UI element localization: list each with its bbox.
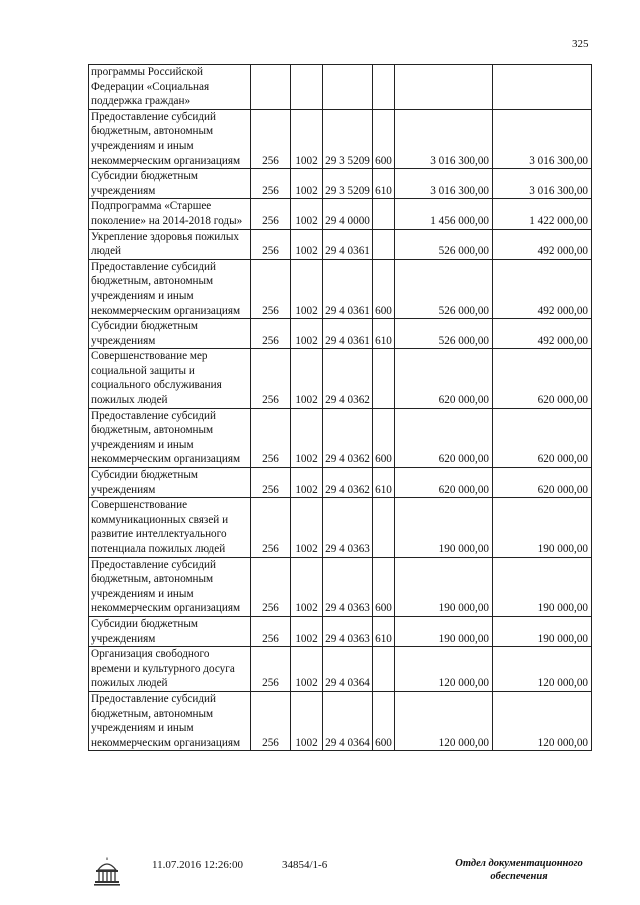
row-name-cell: Субсидии бюджетным учреждениям: [89, 616, 251, 646]
amount-first-cell: 620 000,00: [395, 468, 493, 498]
section-code-cell: 1002: [291, 319, 323, 349]
amount-first-cell: 1 456 000,00: [395, 199, 493, 229]
amount-second-cell: 3 016 300,00: [493, 169, 592, 199]
section-code-cell: 1002: [291, 349, 323, 408]
table-row: [89, 109, 592, 168]
target-article-cell: 29 4 0364: [323, 691, 373, 750]
amount-second-cell: 190 000,00: [493, 498, 592, 557]
ministry-code-cell: 256: [251, 169, 291, 199]
table-row: [89, 498, 592, 557]
amount-first-cell: 526 000,00: [395, 229, 493, 259]
ministry-code-cell: 256: [251, 647, 291, 692]
target-article-cell: 29 4 0362: [323, 408, 373, 467]
expense-type-cell: 610: [373, 319, 395, 349]
amount-first-cell: 190 000,00: [395, 557, 493, 616]
target-article-cell: 29 4 0363: [323, 616, 373, 646]
target-article-cell: 29 4 0363: [323, 557, 373, 616]
amount-second-cell: 120 000,00: [493, 691, 592, 750]
expense-type-cell: 600: [373, 259, 395, 318]
expense-type-cell: 600: [373, 691, 395, 750]
amount-first-cell: 3 016 300,00: [395, 169, 493, 199]
amount-first-cell: 120 000,00: [395, 691, 493, 750]
table-row: [89, 349, 592, 408]
ministry-code-cell: 256: [251, 259, 291, 318]
ministry-code-cell: 256: [251, 319, 291, 349]
expense-type-cell: 610: [373, 169, 395, 199]
amount-second-cell: 120 000,00: [493, 647, 592, 692]
row-name-cell: Подпрограмма «Старшее поколение» на 2014-2018 годы»: [89, 199, 251, 229]
amount-second-cell: 492 000,00: [493, 259, 592, 318]
amount-second-cell: 492 000,00: [493, 229, 592, 259]
table-row: [89, 169, 592, 199]
target-article-cell: 29 4 0362: [323, 349, 373, 408]
amount-second-cell: 620 000,00: [493, 349, 592, 408]
table-row: [89, 616, 592, 646]
ministry-code-cell: 256: [251, 199, 291, 229]
ministry-code-cell: 256: [251, 498, 291, 557]
ministry-code-cell: 256: [251, 691, 291, 750]
ministry-code-cell: [251, 65, 291, 110]
ministry-code-cell: 256: [251, 109, 291, 168]
amount-first-cell: 190 000,00: [395, 616, 493, 646]
section-code-cell: 1002: [291, 109, 323, 168]
table-row: [89, 319, 592, 349]
row-name-cell: Организация свободного времени и культурного досуга пожилых людей: [89, 647, 251, 692]
footer-department: Отдел документационного обеспечения: [455, 858, 583, 882]
section-code-cell: 1002: [291, 691, 323, 750]
ministry-code-cell: 256: [251, 408, 291, 467]
target-article-cell: 29 4 0362: [323, 468, 373, 498]
amount-first-cell: 120 000,00: [395, 647, 493, 692]
target-article-cell: 29 3 5209: [323, 109, 373, 168]
table-row: [89, 199, 592, 229]
target-article-cell: 29 4 0363: [323, 498, 373, 557]
amount-second-cell: 620 000,00: [493, 408, 592, 467]
parliament-building-icon: [92, 857, 122, 892]
amount-first-cell: 620 000,00: [395, 408, 493, 467]
target-article-cell: 29 4 0361: [323, 259, 373, 318]
row-name-cell: программы Российской Федерации «Социальная поддержка граждан»: [89, 65, 251, 110]
budget-table: [88, 64, 592, 751]
table-row: [89, 65, 592, 110]
expense-type-cell: [373, 647, 395, 692]
section-code-cell: 1002: [291, 408, 323, 467]
amount-first-cell: 3 016 300,00: [395, 109, 493, 168]
expense-type-cell: 600: [373, 109, 395, 168]
section-code-cell: 1002: [291, 229, 323, 259]
row-name-cell: Предоставление субсидий бюджетным, автономным учреждениям и иным некоммерческим организациям: [89, 408, 251, 467]
page-footer: [0, 855, 640, 895]
ministry-code-cell: 256: [251, 468, 291, 498]
target-article-cell: 29 4 0361: [323, 319, 373, 349]
expense-type-cell: [373, 65, 395, 110]
section-code-cell: 1002: [291, 557, 323, 616]
table-row: [89, 229, 592, 259]
target-article-cell: 29 3 5209: [323, 169, 373, 199]
row-name-cell: Предоставление субсидий бюджетным, автономным учреждениям и иным некоммерческим организациям: [89, 557, 251, 616]
table-row: [89, 691, 592, 750]
section-code-cell: 1002: [291, 498, 323, 557]
ministry-code-cell: 256: [251, 616, 291, 646]
amount-first-cell: 620 000,00: [395, 349, 493, 408]
section-code-cell: 1002: [291, 259, 323, 318]
section-code-cell: 1002: [291, 616, 323, 646]
section-code-cell: 1002: [291, 169, 323, 199]
expense-type-cell: 600: [373, 408, 395, 467]
amount-second-cell: 190 000,00: [493, 557, 592, 616]
expense-type-cell: [373, 229, 395, 259]
footer-document-number: 34854/1-6: [282, 859, 328, 871]
section-code-cell: 1002: [291, 468, 323, 498]
page-number: 325: [572, 38, 589, 50]
ministry-code-cell: 256: [251, 557, 291, 616]
amount-first-cell: 526 000,00: [395, 319, 493, 349]
amount-second-cell: 190 000,00: [493, 616, 592, 646]
table-row: [89, 408, 592, 467]
table-row: [89, 557, 592, 616]
section-code-cell: 1002: [291, 647, 323, 692]
row-name-cell: Субсидии бюджетным учреждениям: [89, 319, 251, 349]
expense-type-cell: 600: [373, 557, 395, 616]
row-name-cell: Субсидии бюджетным учреждениям: [89, 169, 251, 199]
ministry-code-cell: 256: [251, 229, 291, 259]
target-article-cell: 29 4 0361: [323, 229, 373, 259]
amount-second-cell: 1 422 000,00: [493, 199, 592, 229]
amount-second-cell: 3 016 300,00: [493, 109, 592, 168]
row-name-cell: Совершенствование мер социальной защиты и социального обслуживания пожилых людей: [89, 349, 251, 408]
table-row: [89, 647, 592, 692]
amount-first-cell: 190 000,00: [395, 498, 493, 557]
row-name-cell: Укрепление здоровья пожилых людей: [89, 229, 251, 259]
footer-datetime: 11.07.2016 12:26:00: [152, 859, 243, 871]
table-row: [89, 259, 592, 318]
row-name-cell: Субсидии бюджетным учреждениям: [89, 468, 251, 498]
expense-type-cell: [373, 498, 395, 557]
table-row: [89, 468, 592, 498]
row-name-cell: Предоставление субсидий бюджетным, автономным учреждениям и иным некоммерческим организациям: [89, 691, 251, 750]
expense-type-cell: [373, 199, 395, 229]
section-code-cell: [291, 65, 323, 110]
section-code-cell: 1002: [291, 199, 323, 229]
row-name-cell: Предоставление субсидий бюджетным, автономным учреждениям и иным некоммерческим организациям: [89, 109, 251, 168]
expense-type-cell: [373, 349, 395, 408]
ministry-code-cell: 256: [251, 349, 291, 408]
row-name-cell: Предоставление субсидий бюджетным, автономным учреждениям и иным некоммерческим организациям: [89, 259, 251, 318]
target-article-cell: 29 4 0000: [323, 199, 373, 229]
amount-second-cell: 492 000,00: [493, 319, 592, 349]
expense-type-cell: 610: [373, 616, 395, 646]
amount-second-cell: [493, 65, 592, 110]
target-article-cell: 29 4 0364: [323, 647, 373, 692]
target-article-cell: [323, 65, 373, 110]
amount-second-cell: 620 000,00: [493, 468, 592, 498]
amount-first-cell: 526 000,00: [395, 259, 493, 318]
expense-type-cell: 610: [373, 468, 395, 498]
amount-first-cell: [395, 65, 493, 110]
row-name-cell: Совершенствование коммуникационных связей и развитие интеллектуального потенциала пожилых людей: [89, 498, 251, 557]
